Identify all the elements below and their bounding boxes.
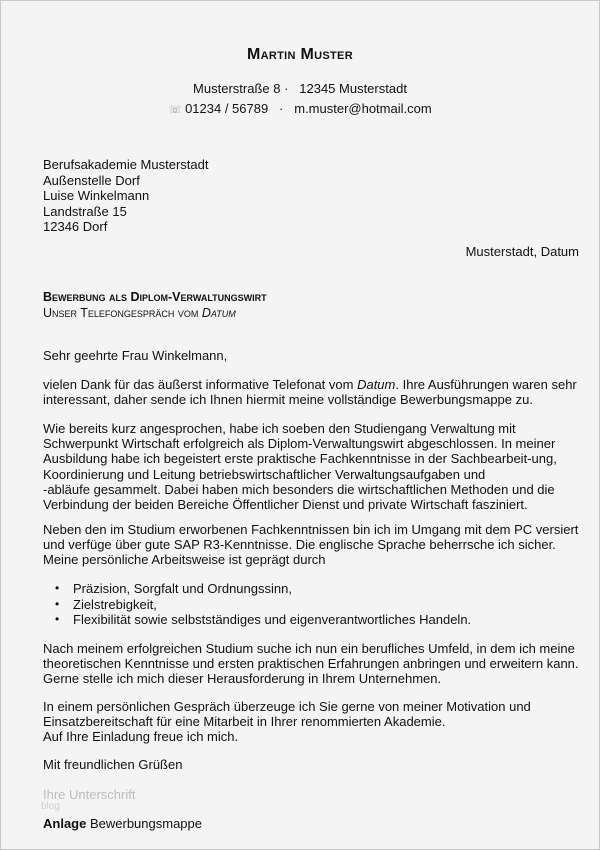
paragraph-date: Datum (357, 377, 396, 392)
recipient-address (43, 157, 208, 235)
subject-block (43, 290, 267, 321)
paragraph-text: In einem persönlichen Gespräch überzeuge ich Sie gerne von meiner Motivation und Einsatzbereitschaft für eine Mitarbeit in Ihrer renommierten Akademie. (43, 699, 531, 730)
sender-city: 12345 Musterstadt (299, 81, 407, 96)
paragraph-text: . Ihre Ausführungen waren sehr interessant, daher sende ich Ihnen hiermit meine vollständige Bewerbungsmappe zu. (43, 377, 577, 408)
salutation: Sehr geehrte Frau Winkelmann, (43, 348, 228, 363)
date-line: Musterstadt, Datum (465, 244, 579, 259)
paragraph-text: -abläufe gesammelt. Dabei haben mich besonders die wirtschaftlichen Methoden und die Verbindung der beiden Bereiche Öffentlicher Dienst und private Wirtschaft fasziniert. (43, 481, 555, 513)
recipient-line: Berufsakademie Musterstadt (43, 157, 209, 172)
sender-address (1, 81, 599, 96)
recipient-line: Luise Winkelmann (43, 188, 150, 203)
sender-phone: 01234 / 56789 (185, 101, 269, 116)
closing: Mit freundlichen Grüßen (43, 757, 183, 772)
enclosure-value: Bewerbungsmappe (89, 816, 202, 831)
phone-icon: ☏ (168, 104, 183, 116)
recipient-line: Landstraße 15 (43, 203, 127, 219)
list-item: • Präzision, Sorgfalt und Ordnungssinn, (63, 581, 471, 597)
signature-placeholder: Ihre Unterschrift (43, 787, 136, 802)
paragraph-interview (43, 699, 588, 745)
list-item: • Zielstrebigkeit, (63, 597, 471, 613)
paragraph-education (43, 421, 588, 512)
paragraph-text: Auf Ihre Einladung freue ich mich. (43, 729, 239, 745)
subject-reference-date: Datum (201, 305, 236, 320)
sender-street: Musterstraße 8 · (193, 81, 289, 96)
recipient-line: 12346 Dorf (43, 219, 108, 234)
recipient-line: Außenstelle Dorf (43, 172, 140, 188)
sender-email: m.muster@hotmail.com (294, 101, 432, 116)
paragraph-goals: Nach meinem erfolgreichen Studium suche ich nun ein berufliches Umfeld, in dem ich meine theoretischen Kenntnisse und ersten praktischen Erfahrungen anbringen und erweitern kann. Gerne stelle ich mich dieser Herausforderung in Ihrem Unternehmen. (43, 641, 579, 687)
subject-reference-text: Unser Telefongespräch vom (43, 305, 202, 320)
paragraph-skills: Neben den im Studium erworbenen Fachkenntnissen bin ich im Umgang mit dem PC versiert und verfüge über gute SAP R3-Kenntnisse. Die englische Sprache beherrsche ich sicher. Meine persönliche Arbeitsweise ist geprägt durch (43, 522, 579, 568)
sender-name: Martin Muster (247, 46, 353, 63)
paragraph-intro (43, 377, 588, 407)
subject-reference (43, 306, 267, 322)
watermark: blog (41, 801, 60, 812)
sender-contact (1, 101, 599, 116)
enclosure (43, 816, 202, 831)
enclosure-label: Anlage (43, 816, 87, 831)
list-item: • Flexibilität sowie selbstständiges und eigenverantwortliches Handeln. (63, 612, 471, 628)
paragraph-text: vielen Dank für das äußerst informative Telefonat vom (43, 377, 358, 392)
contact-separator: · (279, 101, 284, 116)
subject-title: Bewerbung als Diplom-Verwaltungswirt (43, 290, 267, 304)
paragraph-text: Wie bereits kurz angesprochen, habe ich soeben den Studiengang Verwaltung mit Schwerpunkt Wirtschaft erfolgreich als Diplom-Verwaltungswirt abgeschlossen. In meiner Ausbildung habe ich begeistert erste praktische Fachkenntnisse in der Sachbearbeit-ung, Koordinierung und Leitung betriebswirtschaftlicher Verwaltungsaufgaben und (43, 421, 557, 482)
skills-list (43, 581, 471, 628)
